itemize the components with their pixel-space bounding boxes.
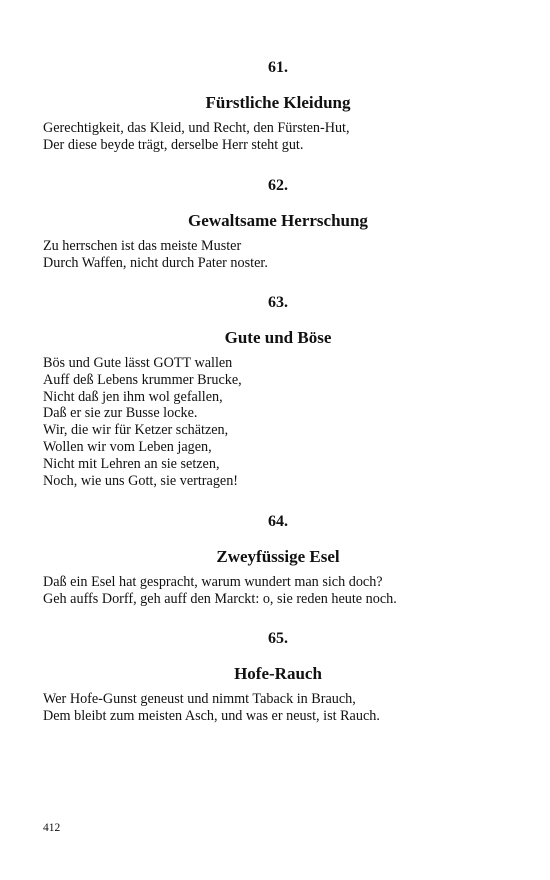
poem-line: Daß ein Esel hat gespracht, warum wundert man sich doch? bbox=[43, 574, 383, 590]
poem-line: Gerechtigkeit, das Kleid, und Recht, den Fürsten-Hut, bbox=[43, 120, 350, 136]
poem-line: Daß er sie zur Busse locke. bbox=[43, 405, 198, 422]
poem-lines bbox=[43, 355, 513, 489]
poem-line: Auff deß Lebens krummer Brucke, bbox=[43, 371, 242, 388]
poem-line: Durch Waffen, nicht durch Pater noster. bbox=[43, 254, 268, 271]
poem-lines bbox=[43, 120, 513, 154]
poem-lines bbox=[43, 574, 513, 608]
poem-number: 65. bbox=[268, 630, 288, 647]
poem-lines bbox=[43, 238, 513, 272]
poem-title: Zweyfüssige Esel bbox=[216, 547, 340, 566]
poem-line: Geh auffs Dorff, geh auff den Marckt: o, sie reden heute noch. bbox=[43, 590, 397, 607]
poem-63 bbox=[43, 293, 513, 489]
poem-line: Wer Hofe-Gunst geneust und nimmt Taback in Brauch, bbox=[43, 691, 356, 707]
poem-line: Wollen wir vom Leben jagen, bbox=[43, 438, 212, 455]
poem-number: 64. bbox=[268, 513, 288, 530]
poem-64 bbox=[43, 512, 513, 608]
poem-62 bbox=[43, 176, 513, 272]
poem-title: Fürstliche Kleidung bbox=[205, 93, 351, 112]
poem-title: Gewaltsame Herrschung bbox=[188, 211, 368, 230]
poem-title: Hofe-Rauch bbox=[234, 664, 322, 683]
poem-number: 61. bbox=[268, 59, 288, 76]
poem-line: Der diese beyde trägt, derselbe Herr steht gut. bbox=[43, 136, 304, 153]
poem-title: Gute und Böse bbox=[224, 328, 332, 347]
poem-line: Bös und Gute lässt GOTT wallen bbox=[43, 355, 233, 371]
poem-number: 63. bbox=[268, 294, 288, 311]
poem-line: Nicht daß jen ihm wol gefallen, bbox=[43, 388, 223, 405]
poem-number: 62. bbox=[268, 177, 288, 194]
page-number: 412 bbox=[43, 822, 61, 834]
poem-line: Nicht mit Lehren an sie setzen, bbox=[43, 455, 220, 472]
poem-line: Zu herrschen ist das meiste Muster bbox=[43, 238, 242, 254]
poem-lines bbox=[43, 691, 513, 725]
poem-65 bbox=[43, 629, 513, 725]
poem-line: Noch, wie uns Gott, sie vertragen! bbox=[43, 472, 239, 489]
poem-line: Wir, die wir für Ketzer schätzen, bbox=[43, 422, 229, 439]
poem-61 bbox=[43, 58, 513, 154]
poem-line: Dem bleibt zum meisten Asch, und was er neust, ist Rauch. bbox=[43, 707, 380, 724]
